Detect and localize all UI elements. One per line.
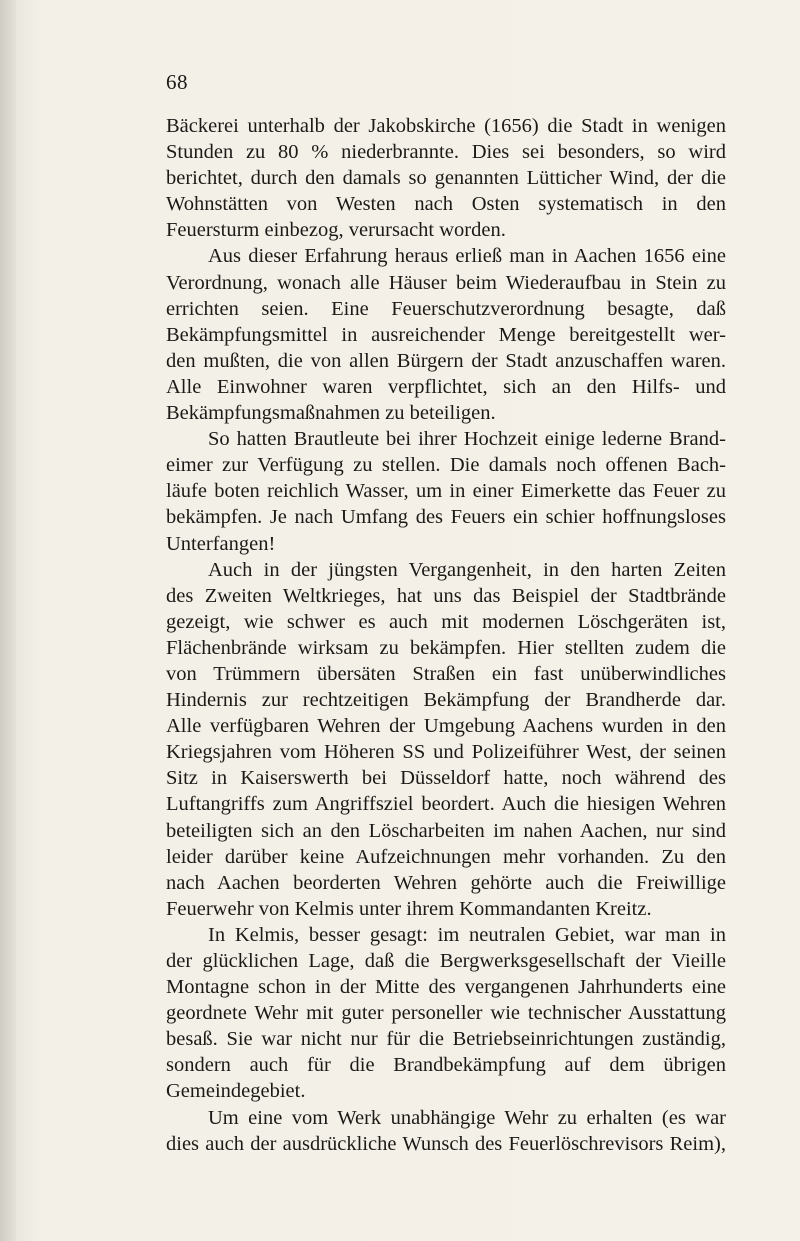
text-line: Gemeindegebiet. — [166, 1080, 306, 1103]
text-line: Wohnstätten von Westen nach Osten systematisch in den — [166, 193, 726, 216]
text-line: leider darüber keine Aufzeichnungen mehr vorhanden. Zu den — [166, 845, 726, 868]
text-line: Bekämpfungsmaßnahmen zu beteiligen. — [166, 402, 496, 425]
text-line: In Kelmis, besser gesagt: im neutralen Gebiet, war man in — [208, 923, 726, 946]
text-line: besaß. Sie war nicht nur für die Betriebseinrichtungen zuständig, — [166, 1028, 726, 1051]
text-line: So hatten Brautleute bei ihrer Hochzeit einige lederne Brand- — [208, 428, 726, 451]
paragraph-2 — [166, 243, 726, 426]
text-line: bekämpfen. Je nach Umfang des Feuers ein schier hoffnungsloses — [166, 506, 726, 529]
text-line: Hindernis zur rechtzeitigen Bekämpfung der Brandherde dar. — [166, 689, 726, 712]
text-line: Unterfangen! — [166, 532, 276, 555]
text-line: beteiligten sich an den Löscharbeiten im nahen Aachen, nur sind — [166, 819, 726, 842]
paragraph-1 — [166, 113, 726, 243]
text-line: eimer zur Verfügung zu stellen. Die damals noch offenen Bach- — [166, 454, 726, 477]
text-line: Luftangriffs zum Angriffsziel beordert. Auch die hiesigen Wehren — [166, 793, 726, 816]
text-line: Alle verfügbaren Wehren der Umgebung Aachens wurden in den — [166, 715, 726, 738]
text-line: Verordnung, wonach alle Häuser beim Wiederaufbau in Stein zu — [166, 271, 726, 294]
paragraph-4 — [166, 557, 726, 922]
paragraph-6 — [166, 1105, 726, 1157]
text-line: der glücklichen Lage, daß die Bergwerksgesellschaft der Vieille — [166, 950, 726, 972]
text-line: Kriegsjahren vom Höheren SS und Polizeiführer West, der seinen — [166, 741, 726, 764]
text-line: geordnete Wehr mit guter personeller wie technischer Ausstattung — [166, 1002, 726, 1025]
text-line: läufe boten reichlich Wasser, um in einer Eimerkette das Feuer zu — [166, 480, 726, 503]
paragraph-3 — [166, 426, 726, 556]
page-spine-shadow — [0, 0, 16, 1241]
text-line: gezeigt, wie schwer es auch mit modernen Löschgeräten ist, — [166, 610, 726, 633]
text-line: Feuersturm einbezog, verursacht worden. — [166, 219, 506, 242]
text-line: des Zweiten Weltkrieges, hat uns das Beispiel der Stadtbrände — [166, 584, 726, 607]
text-line: nach Aachen beorderten Wehren gehörte auch die Freiwillige — [166, 871, 726, 894]
paragraph-5 — [166, 922, 726, 1105]
text-line: von Trümmern übersäten Straßen ein fast unüberwindliches — [166, 662, 726, 685]
body-text — [166, 113, 726, 1157]
text-line: berichtet, durch den damals so genannten Lütticher Wind, der die — [166, 167, 726, 190]
text-line: errichten seien. Eine Feuerschutzverordnung besagte, daß — [166, 297, 726, 320]
text-line: Feuerwehr von Kelmis unter ihrem Kommandanten Kreitz. — [166, 897, 652, 920]
text-line: Alle Einwohner waren verpflichtet, sich an den Hilfs- und — [166, 375, 726, 398]
text-line: sondern auch für die Brandbekämpfung auf dem übrigen — [166, 1054, 726, 1077]
text-line: Flächenbrände wirksam zu bekämpfen. Hier stellten zudem die — [166, 636, 726, 659]
text-line: Um eine vom Werk unabhängige Wehr zu erhalten (es war — [208, 1106, 726, 1129]
text-line: Montagne schon in der Mitte des vergangenen Jahrhunderts eine — [166, 976, 726, 999]
text-line: Sitz in Kaiserswerth bei Düsseldorf hatte, noch während des — [166, 767, 726, 790]
text-line: Stunden zu 80 % niederbrannte. Dies sei besonders, so wird — [166, 141, 726, 164]
text-line: Auch in der jüngsten Vergangenheit, in den harten Zeiten — [208, 558, 726, 581]
text-line: Aus dieser Erfahrung heraus erließ man in Aachen 1656 eine — [208, 245, 726, 268]
page-number: 68 — [166, 70, 188, 94]
text-line: den mußten, die von allen Bürgern der Stadt anzuschaffen waren. — [166, 349, 726, 372]
text-line: Bäckerei unterhalb der Jakobskirche (1656) die Stadt in wenigen — [166, 115, 726, 137]
text-line: Bekämpfungsmittel in ausreichender Menge bereitgestellt wer- — [166, 323, 726, 346]
text-line: dies auch der ausdrückliche Wunsch des Feuerlöschrevisors Reim), — [166, 1132, 726, 1155]
